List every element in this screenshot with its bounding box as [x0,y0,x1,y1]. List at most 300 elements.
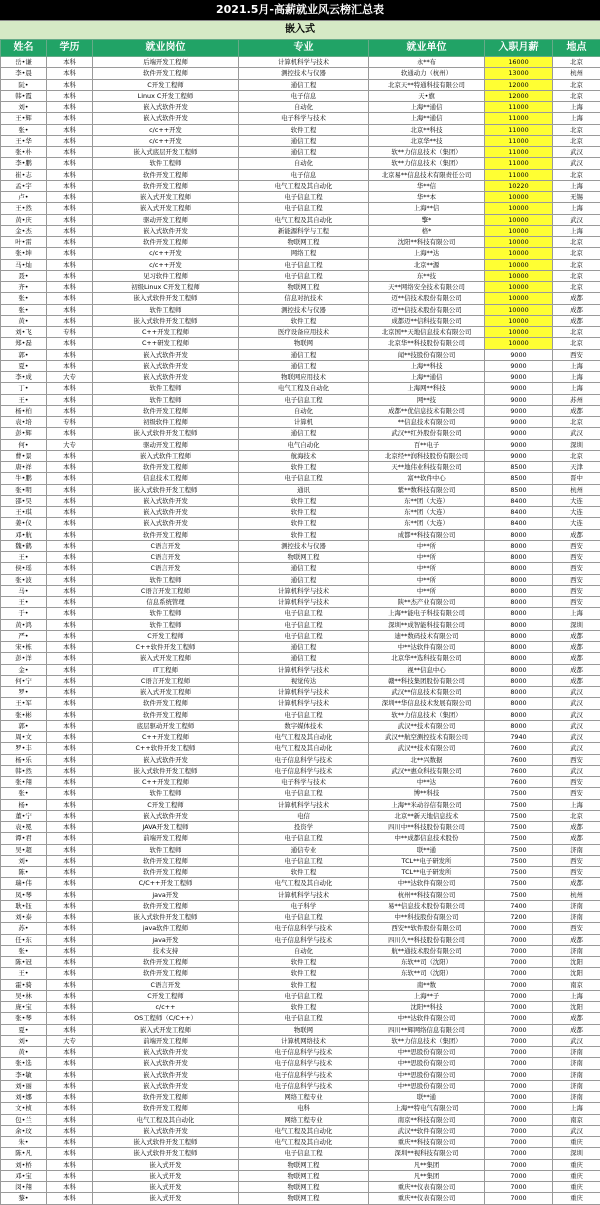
table-row[interactable] [1,957,600,968]
cell-location: 沈阳 [553,957,600,968]
table-row[interactable] [1,304,600,315]
table-row[interactable] [1,777,600,788]
cell-position: 嵌入式软件开发 [93,1125,239,1136]
cell-location: 重庆 [553,1137,600,1148]
cell-education: 本科 [47,900,93,911]
table-row[interactable] [1,1024,600,1035]
table-row[interactable] [1,203,600,214]
cell-employer: 中**思股份有限公司 [369,1047,485,1058]
table-row[interactable] [1,1035,600,1046]
table-row[interactable] [1,540,600,551]
cell-position: 嵌入式软件开发 [93,495,239,506]
cell-employer: 东**团（大连） [369,518,485,529]
cell-name: 郭• [1,720,47,731]
table-row[interactable] [1,57,600,68]
cell-employer: 紫**数科技有限公司 [369,484,485,495]
cell-major: 电气工程及其自动化 [239,743,369,754]
cell-salary: 10000 [485,225,553,236]
table-row[interactable] [1,507,600,518]
table-row[interactable] [1,1013,600,1024]
cell-name: 黎• [1,1193,47,1204]
table-row[interactable] [1,878,600,889]
header-employer[interactable]: 就业单位 [369,40,485,57]
cell-location: 沈阳 [553,1002,600,1013]
cell-major: 通讯 [239,484,369,495]
cell-employer: 中**科技股份有限公司 [369,912,485,923]
cell-salary: 7000 [485,1103,553,1114]
cell-salary: 7000 [485,1035,553,1046]
cell-education: 本科 [47,1103,93,1114]
table-row[interactable] [1,833,600,844]
cell-education: 本科 [47,304,93,315]
table-row[interactable] [1,822,600,833]
table-row[interactable] [1,799,600,810]
table-row[interactable] [1,1159,600,1170]
table-row[interactable] [1,192,600,203]
cell-location: 成都 [553,1013,600,1024]
cell-location: 沈阳 [553,968,600,979]
table-row[interactable] [1,462,600,473]
table-row[interactable] [1,732,600,743]
cell-position: C语言开发工程师 [93,675,239,686]
cell-position: C/C++开发工程师 [93,878,239,889]
cell-location: 上海 [553,102,600,113]
cell-salary: 8000 [485,687,553,698]
cell-position: OS工程师（C/C++） [93,1013,239,1024]
table-row[interactable] [1,912,600,923]
cell-major: 电科 [239,1103,369,1114]
cell-salary: 7000 [485,945,553,956]
table-row[interactable] [1,945,600,956]
cell-name: 袁•培 [1,417,47,428]
cell-location: 成都 [553,642,600,653]
cell-employer: 武汉**技术有限公司 [369,720,485,731]
cell-education: 本科 [47,529,93,540]
cell-salary: 10000 [485,315,553,326]
cell-position: 软件开发工程师 [93,1103,239,1114]
table-row[interactable] [1,417,600,428]
cell-education: 本科 [47,484,93,495]
cell-salary: 13000 [485,68,553,79]
header-position[interactable]: 就业岗位 [93,40,239,57]
cell-education: 本科 [47,878,93,889]
cell-salary: 7000 [485,1069,553,1080]
cell-employer: 上海**通信 [369,102,485,113]
cell-major: 网络工程专业 [239,1092,369,1103]
cell-employer: 迪**数码技术有限公司 [369,630,485,641]
cell-name: 张•彬 [1,709,47,720]
table-row[interactable] [1,450,600,461]
cell-employer: 软通动力（杭州） [369,68,485,79]
cell-employer: 上海**子 [369,990,485,1001]
cell-position: C语言开发工程师 [93,585,239,596]
table-row[interactable] [1,675,600,686]
cell-salary: 7000 [485,1125,553,1136]
cell-salary: 7500 [485,833,553,844]
cell-employer: 武汉**软件有限公司 [369,1125,485,1136]
cell-education: 本科 [47,1092,93,1103]
table-row[interactable] [1,844,600,855]
cell-education: 本科 [47,180,93,191]
table-row[interactable] [1,79,600,90]
cell-employer: 闻**技股份有限公司 [369,349,485,360]
cell-education: 本科 [47,777,93,788]
cell-major: 通信专业 [239,844,369,855]
table-row[interactable] [1,102,600,113]
cell-name: 何•宁 [1,675,47,686]
cell-position: Linux C开发工程师 [93,90,239,101]
cell-major: 软件工程 [239,124,369,135]
cell-location: 武汉 [553,720,600,731]
table-row[interactable] [1,934,600,945]
cell-position: c/c++开发 [93,248,239,259]
cell-education: 本科 [47,428,93,439]
table-row[interactable] [1,990,600,1001]
table-row[interactable] [1,608,600,619]
table-row[interactable] [1,743,600,754]
table-row[interactable] [1,147,600,158]
cell-education: 本科 [47,619,93,630]
cell-position: 软件开发工程师 [93,867,239,878]
cell-name: 张• [1,788,47,799]
cell-location: 武汉 [553,1125,600,1136]
cell-name: 阮• [1,79,47,90]
cell-name: 马•灿 [1,259,47,270]
cell-major: 电子信息科学与技术 [239,1047,369,1058]
cell-position: 嵌入式开发工程师 [93,653,239,664]
table-row[interactable] [1,439,600,450]
cell-education: 本科 [47,945,93,956]
cell-salary: 7000 [485,1058,553,1069]
cell-salary: 10000 [485,192,553,203]
cell-major: 电子信息工程 [239,192,369,203]
table-row[interactable] [1,754,600,765]
cell-employer: 易**信息技术股份有限公司 [369,900,485,911]
cell-employer: 东**团（大连） [369,495,485,506]
table-row[interactable] [1,1193,600,1204]
table-row[interactable] [1,394,600,405]
table-row[interactable] [1,687,600,698]
table-row[interactable] [1,642,600,653]
cell-education: 本科 [47,383,93,394]
cell-location: 武汉 [553,147,600,158]
cell-major: 电子信息科学与技术 [239,923,369,934]
header-location[interactable]: 地点 [553,40,600,57]
cell-major: 电气自动化 [239,439,369,450]
cell-major: 物联网工程 [239,1193,369,1204]
cell-education: 本科 [47,990,93,1001]
table-row[interactable] [1,124,600,135]
cell-major: 电子信息工程 [239,270,369,281]
table-row[interactable] [1,810,600,821]
table-row[interactable] [1,720,600,731]
header-name[interactable]: 姓名 [1,40,47,57]
table-row[interactable] [1,597,600,608]
table-row[interactable] [1,563,600,574]
table-row[interactable] [1,315,600,326]
cell-education: 本科 [47,113,93,124]
table-row[interactable] [1,619,600,630]
cell-position: 嵌入式软件开发 [93,102,239,113]
table-row[interactable] [1,1148,600,1159]
table-row[interactable] [1,867,600,878]
cell-position: 嵌入式软件开发 [93,518,239,529]
table-row[interactable] [1,68,600,79]
cell-employer: 南京**科技有限公司 [369,1114,485,1125]
cell-salary: 11000 [485,113,553,124]
table-row[interactable] [1,529,600,540]
table-row[interactable] [1,113,600,124]
cell-position: C++开发工程师 [93,732,239,743]
cell-position: 嵌入式软件开发 [93,1069,239,1080]
cell-education: 本科 [47,799,93,810]
cell-position: 软件开发工程师 [93,405,239,416]
table-row[interactable] [1,259,600,270]
table-row[interactable] [1,270,600,281]
cell-position: 嵌入式开发 [93,1170,239,1181]
cell-major: 电气工程及其自动化 [239,180,369,191]
cell-education: 本科 [47,1058,93,1069]
table-row[interactable] [1,1125,600,1136]
cell-name: 张• [1,293,47,304]
cell-location: 济南 [553,1092,600,1103]
cell-location: 西安 [553,754,600,765]
section-subtitle: 嵌入式 [0,20,600,40]
cell-location: 北京 [553,417,600,428]
cell-name: 马• [1,585,47,596]
table-row[interactable] [1,630,600,641]
cell-employer: 武汉**技术有限公司 [369,743,485,754]
cell-salary: 7000 [485,968,553,979]
cell-major: 电子信息工程 [239,855,369,866]
table-row[interactable] [1,349,600,360]
header-major[interactable]: 专业 [239,40,369,57]
table-row[interactable] [1,765,600,776]
table-row[interactable] [1,788,600,799]
cell-position: IT工程师 [93,664,239,675]
cell-education: 本科 [47,293,93,304]
cell-name: 郑•磊 [1,338,47,349]
cell-name: 金• [1,664,47,675]
cell-major: 电子信息工程 [239,203,369,214]
table-row[interactable] [1,518,600,529]
cell-education: 本科 [47,360,93,371]
cell-position: 嵌入式软件开发工程师 [93,1137,239,1148]
cell-education: 专科 [47,327,93,338]
cell-location: 西安 [553,867,600,878]
cell-name: 金•杰 [1,225,47,236]
table-row[interactable] [1,237,600,248]
table-row[interactable] [1,225,600,236]
cell-location: 成都 [553,405,600,416]
table-row[interactable] [1,900,600,911]
table-row[interactable] [1,1092,600,1103]
cell-employer: 网**技 [369,394,485,405]
table-row[interactable] [1,979,600,990]
cell-education: 本科 [47,473,93,484]
cell-location: 重庆 [553,1159,600,1170]
table-row[interactable] [1,889,600,900]
cell-name: 刘•飞 [1,327,47,338]
table-row[interactable] [1,360,600,371]
table-row[interactable] [1,698,600,709]
table-row[interactable] [1,90,600,101]
table-row[interactable] [1,405,600,416]
cell-employer: 北京**源 [369,259,485,270]
table-row[interactable] [1,282,600,293]
table-row[interactable] [1,248,600,259]
cell-education: 本科 [47,1137,93,1148]
table-row[interactable] [1,968,600,979]
cell-employer: 软**力信息技术（集团） [369,147,485,158]
cell-salary: 8000 [485,574,553,585]
table-row[interactable] [1,473,600,484]
cell-salary: 9000 [485,450,553,461]
cell-salary: 7000 [485,1114,553,1125]
cell-location: 重庆 [553,1170,600,1181]
table-row[interactable] [1,383,600,394]
cell-salary: 8000 [485,653,553,664]
cell-employer: 重庆**仪表有限公司 [369,1193,485,1204]
cell-education: 本科 [47,79,93,90]
table-row[interactable] [1,338,600,349]
table-row[interactable] [1,1080,600,1091]
cell-position: 嵌入式软件开发 [93,507,239,518]
table-row[interactable] [1,1002,600,1013]
table-row[interactable] [1,1137,600,1148]
cell-education: 本科 [47,394,93,405]
cell-employer: 富**软件中心 [369,473,485,484]
table-row[interactable] [1,1069,600,1080]
cell-employer: 北**兴数据 [369,754,485,765]
header-education[interactable]: 学历 [47,40,93,57]
cell-major: 电子信息工程 [239,1013,369,1024]
cell-location: 北京 [553,79,600,90]
table-row[interactable] [1,574,600,585]
table-row[interactable] [1,169,600,180]
table-row[interactable] [1,709,600,720]
cell-salary: 12000 [485,90,553,101]
cell-major: 电气工程及其自动化 [239,214,369,225]
cell-position: 嵌入式开发 [93,1193,239,1204]
cell-major: 电子信息科学与技术 [239,1080,369,1091]
table-row[interactable] [1,585,600,596]
table-row[interactable] [1,1047,600,1058]
cell-employer: 中**达软件有限公司 [369,642,485,653]
cell-employer: 百**电子 [369,439,485,450]
cell-major: 电子信息科学与技术 [239,934,369,945]
cell-education: 大专 [47,372,93,383]
cell-education: 本科 [47,248,93,259]
table-row[interactable] [1,1058,600,1069]
cell-salary: 9000 [485,428,553,439]
cell-position: 嵌入式软件开发工程师 [93,912,239,923]
cell-employer: TCL**电子研发所 [369,855,485,866]
cell-location: 南京 [553,1114,600,1125]
table-row[interactable] [1,495,600,506]
cell-major: 计算机科学与技术 [239,57,369,68]
cell-salary: 10000 [485,282,553,293]
cell-name: 王• [1,394,47,405]
cell-employer: 天•旗 [369,90,485,101]
cell-salary: 7940 [485,732,553,743]
cell-salary: 9000 [485,349,553,360]
cell-salary: 8000 [485,552,553,563]
cell-name: 张• [1,945,47,956]
table-row[interactable] [1,653,600,664]
table-row[interactable] [1,214,600,225]
cell-employer: 中**达软件有限公司 [369,1013,485,1024]
table-row[interactable] [1,1114,600,1125]
table-row[interactable] [1,158,600,169]
cell-salary: 8000 [485,642,553,653]
header-salary[interactable]: 入职月薪 [485,40,553,57]
cell-name: 陈•凡 [1,1148,47,1159]
cell-position: 软件开发工程师 [93,1092,239,1103]
cell-name: 耿•钰 [1,900,47,911]
table-row[interactable] [1,484,600,495]
cell-education: 本科 [47,822,93,833]
cell-position: 前端开发工程师 [93,1035,239,1046]
cell-employer: **信息技术有限公司 [369,417,485,428]
table-row[interactable] [1,327,600,338]
cell-education: 本科 [47,1193,93,1204]
cell-salary: 7600 [485,743,553,754]
cell-salary: 9000 [485,372,553,383]
cell-position: 初级Linux C开发工程师 [93,282,239,293]
cell-location: 上海 [553,203,600,214]
table-row[interactable] [1,293,600,304]
cell-education: 本科 [47,405,93,416]
table-row[interactable] [1,135,600,146]
cell-education: 本科 [47,833,93,844]
cell-employer: 重庆**仪表有限公司 [369,1182,485,1193]
table-row[interactable] [1,1103,600,1114]
cell-employer: 凡**集团 [369,1170,485,1181]
table-row[interactable] [1,923,600,934]
cell-employer: 北京华**技 [369,135,485,146]
table-row[interactable] [1,1170,600,1181]
cell-education: 本科 [47,698,93,709]
cell-education: 本科 [47,237,93,248]
cell-education: 本科 [47,518,93,529]
cell-employer: 四川中**科技股份有限公司 [369,822,485,833]
cell-location: 成都 [553,1024,600,1035]
cell-education: 本科 [47,1125,93,1136]
cell-location: 上海 [553,990,600,1001]
cell-employer: 视**信息中心 [369,664,485,675]
table-row[interactable] [1,1182,600,1193]
cell-employer: 上海**信 [369,203,485,214]
cell-education: 本科 [47,732,93,743]
cell-position: 技术支持 [93,945,239,956]
cell-name: 闵•翔 [1,1182,47,1193]
table-row[interactable] [1,428,600,439]
table-row[interactable] [1,664,600,675]
cell-education: 本科 [47,1182,93,1193]
cell-location: 成都 [553,293,600,304]
cell-location: 上海 [553,383,600,394]
cell-education: 本科 [47,687,93,698]
cell-employer: 中**所 [369,552,485,563]
table-row[interactable] [1,180,600,191]
cell-name: 陈•冠 [1,957,47,968]
table-row[interactable] [1,855,600,866]
table-row[interactable] [1,552,600,563]
cell-position: c/c++ [93,1002,239,1013]
cell-education: 本科 [47,889,93,900]
table-row[interactable] [1,372,600,383]
